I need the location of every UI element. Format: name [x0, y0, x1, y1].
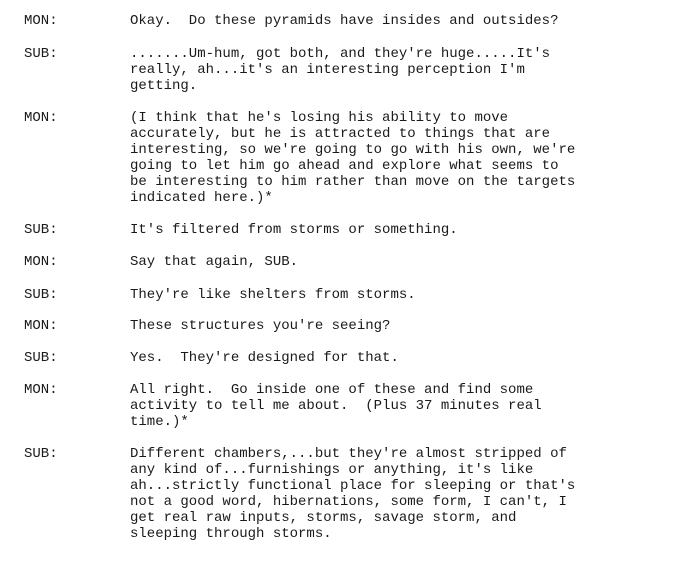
- speaker-label: MON:: [24, 382, 58, 398]
- utterance-line: All right. Go inside one of these and find some: [130, 382, 534, 398]
- speaker-label: SUB:: [24, 222, 58, 238]
- utterance: [130, 350, 650, 366]
- utterance-line: ah...strictly functional place for sleeping or that's: [130, 478, 576, 494]
- speaker-label: SUB:: [24, 446, 58, 462]
- utterance-line: They're like shelters from storms.: [130, 287, 416, 303]
- utterance-line: sleeping through storms.: [130, 526, 332, 542]
- utterance: [130, 318, 650, 334]
- speaker-label: SUB:: [24, 46, 58, 62]
- utterance-line: getting.: [130, 78, 198, 94]
- utterance-line: time.)*: [130, 414, 189, 430]
- utterance: [130, 46, 650, 94]
- utterance-line: interesting, so we're going to go with his own, we're: [130, 142, 576, 158]
- utterance-line: any kind of...furnishings or anything, it's like: [130, 462, 534, 478]
- utterance: [130, 110, 650, 206]
- speaker-label: MON:: [24, 318, 58, 334]
- speaker-label: SUB:: [24, 350, 58, 366]
- utterance-line: activity to tell me about. (Plus 37 minutes real: [130, 398, 542, 414]
- utterance-line: going to let him go ahead and explore what seems to: [130, 158, 559, 174]
- utterance: [130, 382, 650, 430]
- utterance: [130, 287, 650, 303]
- utterance-line: indicated here.)*: [130, 190, 273, 206]
- speaker-label: MON:: [24, 13, 58, 29]
- utterance-line: (I think that he's losing his ability to move: [130, 110, 509, 126]
- utterance: [130, 446, 650, 542]
- utterance-line: really, ah...it's an interesting perception I'm: [130, 62, 525, 78]
- speaker-label: MON:: [24, 254, 58, 270]
- utterance-line: Okay. Do these pyramids have insides and outsides?: [130, 13, 559, 29]
- utterance-line: be interesting to him rather than move on the targets: [130, 174, 576, 190]
- utterance: [130, 222, 650, 238]
- speaker-label: SUB:: [24, 287, 58, 303]
- utterance-line: These structures you're seeing?: [130, 318, 391, 334]
- utterance: [130, 13, 650, 29]
- utterance-line: Yes. They're designed for that.: [130, 350, 399, 366]
- utterance-line: not a good word, hibernations, some form, I can't, I: [130, 494, 567, 510]
- utterance-line: Say that again, SUB.: [130, 254, 299, 270]
- utterance-line: It's filtered from storms or something.: [130, 222, 458, 238]
- utterance-line: accurately, but he is attracted to things that are: [130, 126, 551, 142]
- utterance-line: Different chambers,...but they're almost stripped of: [130, 446, 567, 462]
- speaker-label: MON:: [24, 110, 58, 126]
- utterance-line: .......Um-hum, got both, and they're huge.....It's: [130, 46, 551, 62]
- utterance-line: get real raw inputs, storms, savage storm, and: [130, 510, 517, 526]
- utterance: [130, 254, 650, 270]
